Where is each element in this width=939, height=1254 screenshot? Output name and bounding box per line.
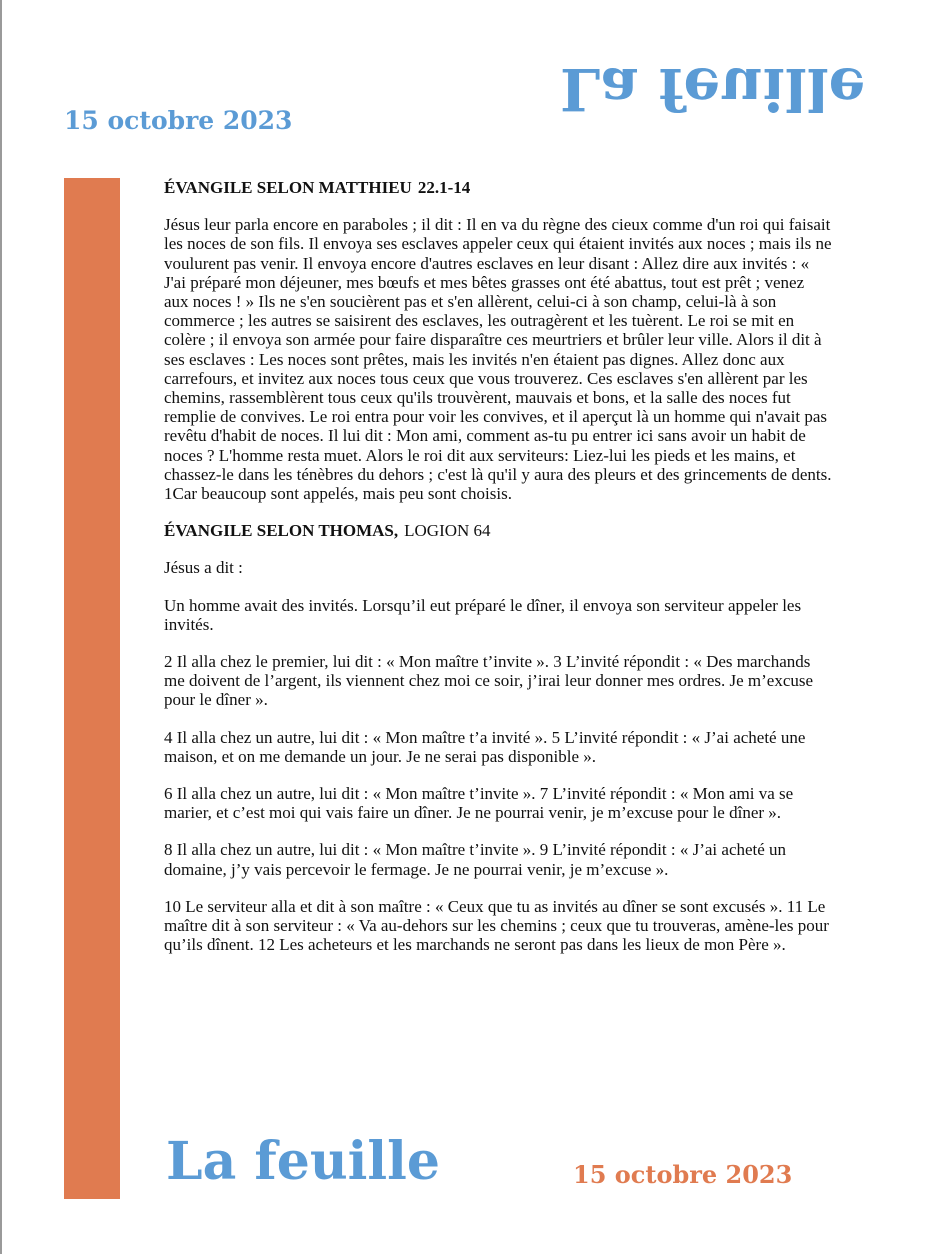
header-date: 15 octobre 2023	[64, 106, 293, 135]
footer-date: 15 octobre 2023	[573, 1160, 793, 1189]
matthieu-reference: 22.1-14	[417, 178, 471, 197]
thomas-paragraph: Un homme avait des invités. Lorsqu’il eut préparé le dîner, il envoya son serviteur appeler les invités.	[164, 595, 802, 634]
document-body	[164, 178, 832, 973]
header-title-mirrored: La feuille	[560, 55, 866, 123]
thomas-paragraph: 2 Il alla chez le premier, lui dit : « Mon maître t’invite ». 3 L’invité répondit : « Des marchands me doivent de l’argent, ils viennent chez moi ce soir, j’irai leur donner mes ordres. Je m’excuse pour le dîner ».	[164, 652, 814, 710]
thomas-heading	[164, 521, 832, 540]
page-edge	[0, 0, 2, 1254]
thomas-paragraph: 8 Il alla chez un autre, lui dit : « Mon maître t’invite ». 9 L’invité répondit : « J’ai acheté un domaine, j’y vais percevoir le fermage. Je ne pourrai venir, je m’excuse ».	[164, 840, 787, 879]
matthieu-heading-text: ÉVANGILE SELON MATTHIEU	[164, 178, 412, 197]
thomas-paragraph: 4 Il alla chez un autre, lui dit : « Mon maître t’a invité ». 5 L’invité répondit : « J’ai acheté une maison, et on me demande un jour. Je ne serai pas disponible ».	[164, 727, 806, 766]
thomas-intro: Jésus a dit :	[164, 558, 243, 578]
thomas-paragraph: 10 Le serviteur alla et dit à son maître : « Ceux que tu as invités au dîner se sont excusés ». 11 Le maître dit à son serviteur : « Va au-dehors sur les chemins ; ceux que tu trouveras, amène-les pour qu’ils dînent. 12 Les acheteurs et les marchands ne seront pas dans les lieux de mon Père ».	[164, 896, 829, 955]
matthieu-heading	[164, 178, 832, 197]
footer-title: La feuille	[166, 1131, 440, 1192]
thomas-logion: LOGION 64	[404, 521, 491, 541]
thomas-paragraph: 6 Il alla chez un autre, lui dit : « Mon maître t’invite ». 7 L’invité répondit : « Mon ami va se marier, et c’est moi qui vais faire un dîner. Je ne pourrai venir, je m’excuse pour le dîner ».	[164, 784, 794, 823]
decorative-side-bar	[64, 178, 120, 1199]
thomas-heading-text: ÉVANGILE SELON THOMAS,	[164, 521, 399, 541]
matthieu-text: Jésus leur parla encore en paraboles ; il dit : Il en va du règne des cieux comme d'un roi qui faisait les noces de son fils. Il envoya ses esclaves appeler ceux qui étaient invités aux noces ; mais ils ne voulurent pas venir. Il envoya encore d'autres esclaves en leur disant : Allez dire aux invités : « J'ai préparé mon déjeuner, mes bœufs et mes bêtes grasses ont été abattus, tout est prêt ; venez aux noces ! » Ils ne s'en soucièrent pas et s'en allèrent, celui-ci à son champ, celui-là à son commerce ; les autres se saisirent des esclaves, les outragèrent et les tuèrent. Le roi se mit en colère ; il envoya son armée pour faire disparaître ces meurtriers et brûler leur ville. Alors il dit à ses esclaves : Les noces sont prêtes, mais les invités n'en étaient pas dignes. Allez donc aux carrefours, et invitez aux noces tous ceux que vous trouverez. Ces esclaves s'en allèrent par les chemins, rassemblèrent tous ceux qu'ils trouvèrent, mauvais et bons, et la salle des noces fut remplie de convives. Le roi entra pour voir les convives, et il aperçut là un homme qui n'avait pas revêtu d'habit de noces. Il lui dit : Mon ami, comment as-tu pu entrer ici sans avoir un habit de noces ? L'homme resta muet. Alors le roi dit aux serviteurs: Liez-lui les pieds et les mains, et chassez-le dans les ténèbres du dehors ; c'est là qu'il y aura des pleurs et des grincements de dents. 1Car beaucoup sont appelés, mais peu sont choisis.	[164, 215, 832, 504]
